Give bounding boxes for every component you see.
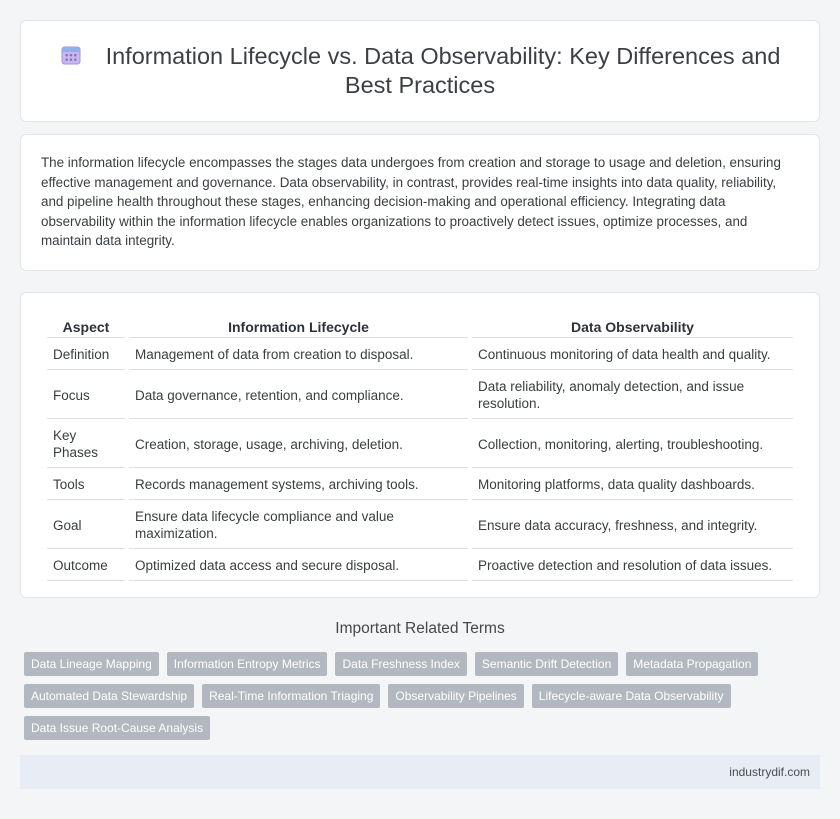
row-data-observability: Monitoring platforms, data quality dashboards. (472, 470, 793, 500)
intro-card (20, 134, 820, 271)
table-header-row (47, 315, 793, 338)
header-card (20, 20, 820, 122)
table-row (47, 502, 793, 549)
related-term-tag[interactable]: Information Entropy Metrics (167, 652, 328, 676)
related-term-tag[interactable]: Metadata Propagation (626, 652, 758, 676)
comparison-table-card (20, 292, 820, 598)
related-term-tag[interactable]: Real-Time Information Triaging (202, 684, 380, 708)
related-term-tag[interactable]: Automated Data Stewardship (24, 684, 194, 708)
comparison-table (43, 313, 797, 583)
row-aspect: Focus (47, 372, 125, 419)
footer-site-link[interactable]: industrydif.com (729, 765, 810, 779)
row-data-observability: Proactive detection and resolution of data issues. (472, 551, 793, 581)
row-data-observability: Collection, monitoring, alerting, troubleshooting. (472, 421, 793, 468)
page-title-wrap (45, 42, 795, 100)
row-aspect: Goal (47, 502, 125, 549)
related-term-tag[interactable]: Semantic Drift Detection (475, 652, 618, 676)
related-terms-title: Important Related Terms (335, 620, 505, 637)
footer (20, 755, 820, 789)
related-term-tag[interactable]: Data Lineage Mapping (24, 652, 159, 676)
row-aspect: Tools (47, 470, 125, 500)
row-information-lifecycle: Optimized data access and secure disposal. (129, 551, 468, 581)
row-information-lifecycle: Data governance, retention, and compliance. (129, 372, 468, 419)
calendar-icon (60, 44, 82, 66)
related-term-tag[interactable]: Data Issue Root-Cause Analysis (24, 716, 210, 740)
row-data-observability: Data reliability, anomaly detection, and issue resolution. (472, 372, 793, 419)
table-row (47, 372, 793, 419)
table-row (47, 551, 793, 581)
row-aspect: Outcome (47, 551, 125, 581)
header-aspect: Aspect (47, 315, 125, 338)
related-term-tag[interactable]: Data Freshness Index (335, 652, 466, 676)
row-aspect: Definition (47, 340, 125, 370)
row-data-observability: Ensure data accuracy, freshness, and integrity. (472, 502, 793, 549)
row-information-lifecycle: Management of data from creation to disposal. (129, 340, 468, 370)
header-information-lifecycle: Information Lifecycle (129, 315, 468, 338)
table-row (47, 421, 793, 468)
row-information-lifecycle: Ensure data lifecycle compliance and value maximization. (129, 502, 468, 549)
row-data-observability: Continuous monitoring of data health and quality. (472, 340, 793, 370)
row-information-lifecycle: Records management systems, archiving tools. (129, 470, 468, 500)
intro-paragraph: The information lifecycle encompasses the stages data undergoes from creation and storage to usage and deletion, ensuring effective management and governance. Data observability, in contrast, provides real-time insights into data quality, reliability, and pipeline health throughout these stages, enhancing decision-making and operational efficiency. Integrating data observability within the information lifecycle enables organizations to proactively detect issues, optimize processes, and maintain data integrity. (41, 155, 781, 248)
header-data-observability: Data Observability (472, 315, 793, 338)
table-row (47, 340, 793, 370)
page-title: Information Lifecycle vs. Data Observability: Key Differences and Best Practices (105, 43, 781, 98)
row-aspect: Key Phases (47, 421, 125, 468)
row-information-lifecycle: Creation, storage, usage, archiving, deletion. (129, 421, 468, 468)
table-row (47, 470, 793, 500)
related-term-tag[interactable]: Lifecycle-aware Data Observability (532, 684, 731, 708)
related-term-tag[interactable]: Observability Pipelines (388, 684, 523, 708)
related-terms-tags (24, 652, 814, 740)
